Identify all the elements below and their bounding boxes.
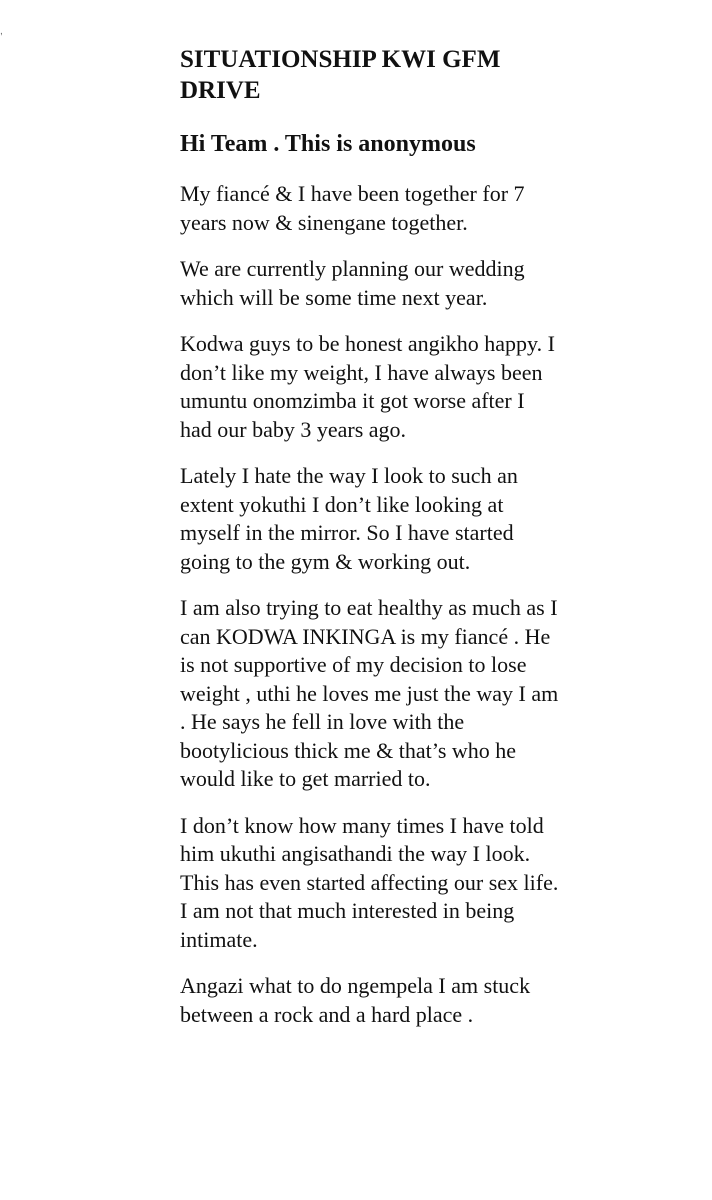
paragraph: [180, 180, 700, 237]
text-line: I don’t know how many times I have told: [180, 812, 544, 838]
text-line: I am not that much interested in being: [180, 898, 515, 923]
document-page: [180, 44, 700, 1029]
paragraph: [180, 330, 700, 444]
text-line: weight , uthi he loves me just the way I am: [180, 680, 559, 706]
text-line: which will be some time next year.: [180, 284, 488, 310]
text-line: umuntu onomzimba it got worse after I: [180, 388, 525, 413]
text-line: We are currently planning our wedding: [180, 256, 525, 281]
text-line: Kodwa guys to be honest angikho happy. I: [180, 331, 555, 356]
text-line: going to the gym & working out.: [180, 548, 471, 574]
text-line: is not supportive of my decision to lose: [180, 652, 527, 677]
text-line: don’t like my weight, I have always been: [180, 359, 543, 385]
text-line: him ukuthi angisathandi the way I look.: [180, 841, 531, 866]
text-line: . He says he fell in love with the: [180, 709, 465, 734]
paragraph: [180, 812, 700, 955]
paragraph: [180, 594, 700, 794]
text-line: years now & sinengane together.: [180, 209, 468, 235]
paragraph-list: [180, 180, 700, 1029]
text-line: My fiancé & I have been together for 7: [180, 181, 525, 206]
paragraph: [180, 462, 700, 576]
text-line: I am also trying to eat healthy as much as I: [180, 595, 558, 620]
text-line: Angazi what to do ngempela I am stuck: [180, 973, 531, 998]
text-line: Lately I hate the way I look to such an: [180, 463, 518, 488]
document-greeting: Hi Team . This is anonymous: [180, 131, 476, 157]
text-line: extent yokuthi I don’t like looking at: [180, 491, 504, 517]
paragraph: [180, 255, 700, 312]
edge-artifact: ,: [0, 26, 3, 37]
document-title: SITUATIONSHIP KWI GFM DRIVE: [180, 46, 501, 104]
text-line: would like to get married to.: [180, 766, 431, 791]
text-line: had our baby 3 years ago.: [180, 416, 407, 442]
text-line: bootylicious thick me & that’s who he: [180, 737, 517, 763]
text-line: can KODWA INKINGA is my fiancé . He: [180, 623, 551, 649]
text-line: myself in the mirror. So I have started: [180, 520, 514, 545]
text-line: between a rock and a hard place .: [180, 1001, 474, 1027]
text-line: This has even started affecting our sex life.: [180, 869, 559, 895]
paragraph: [180, 972, 700, 1029]
text-line: intimate.: [180, 926, 258, 952]
